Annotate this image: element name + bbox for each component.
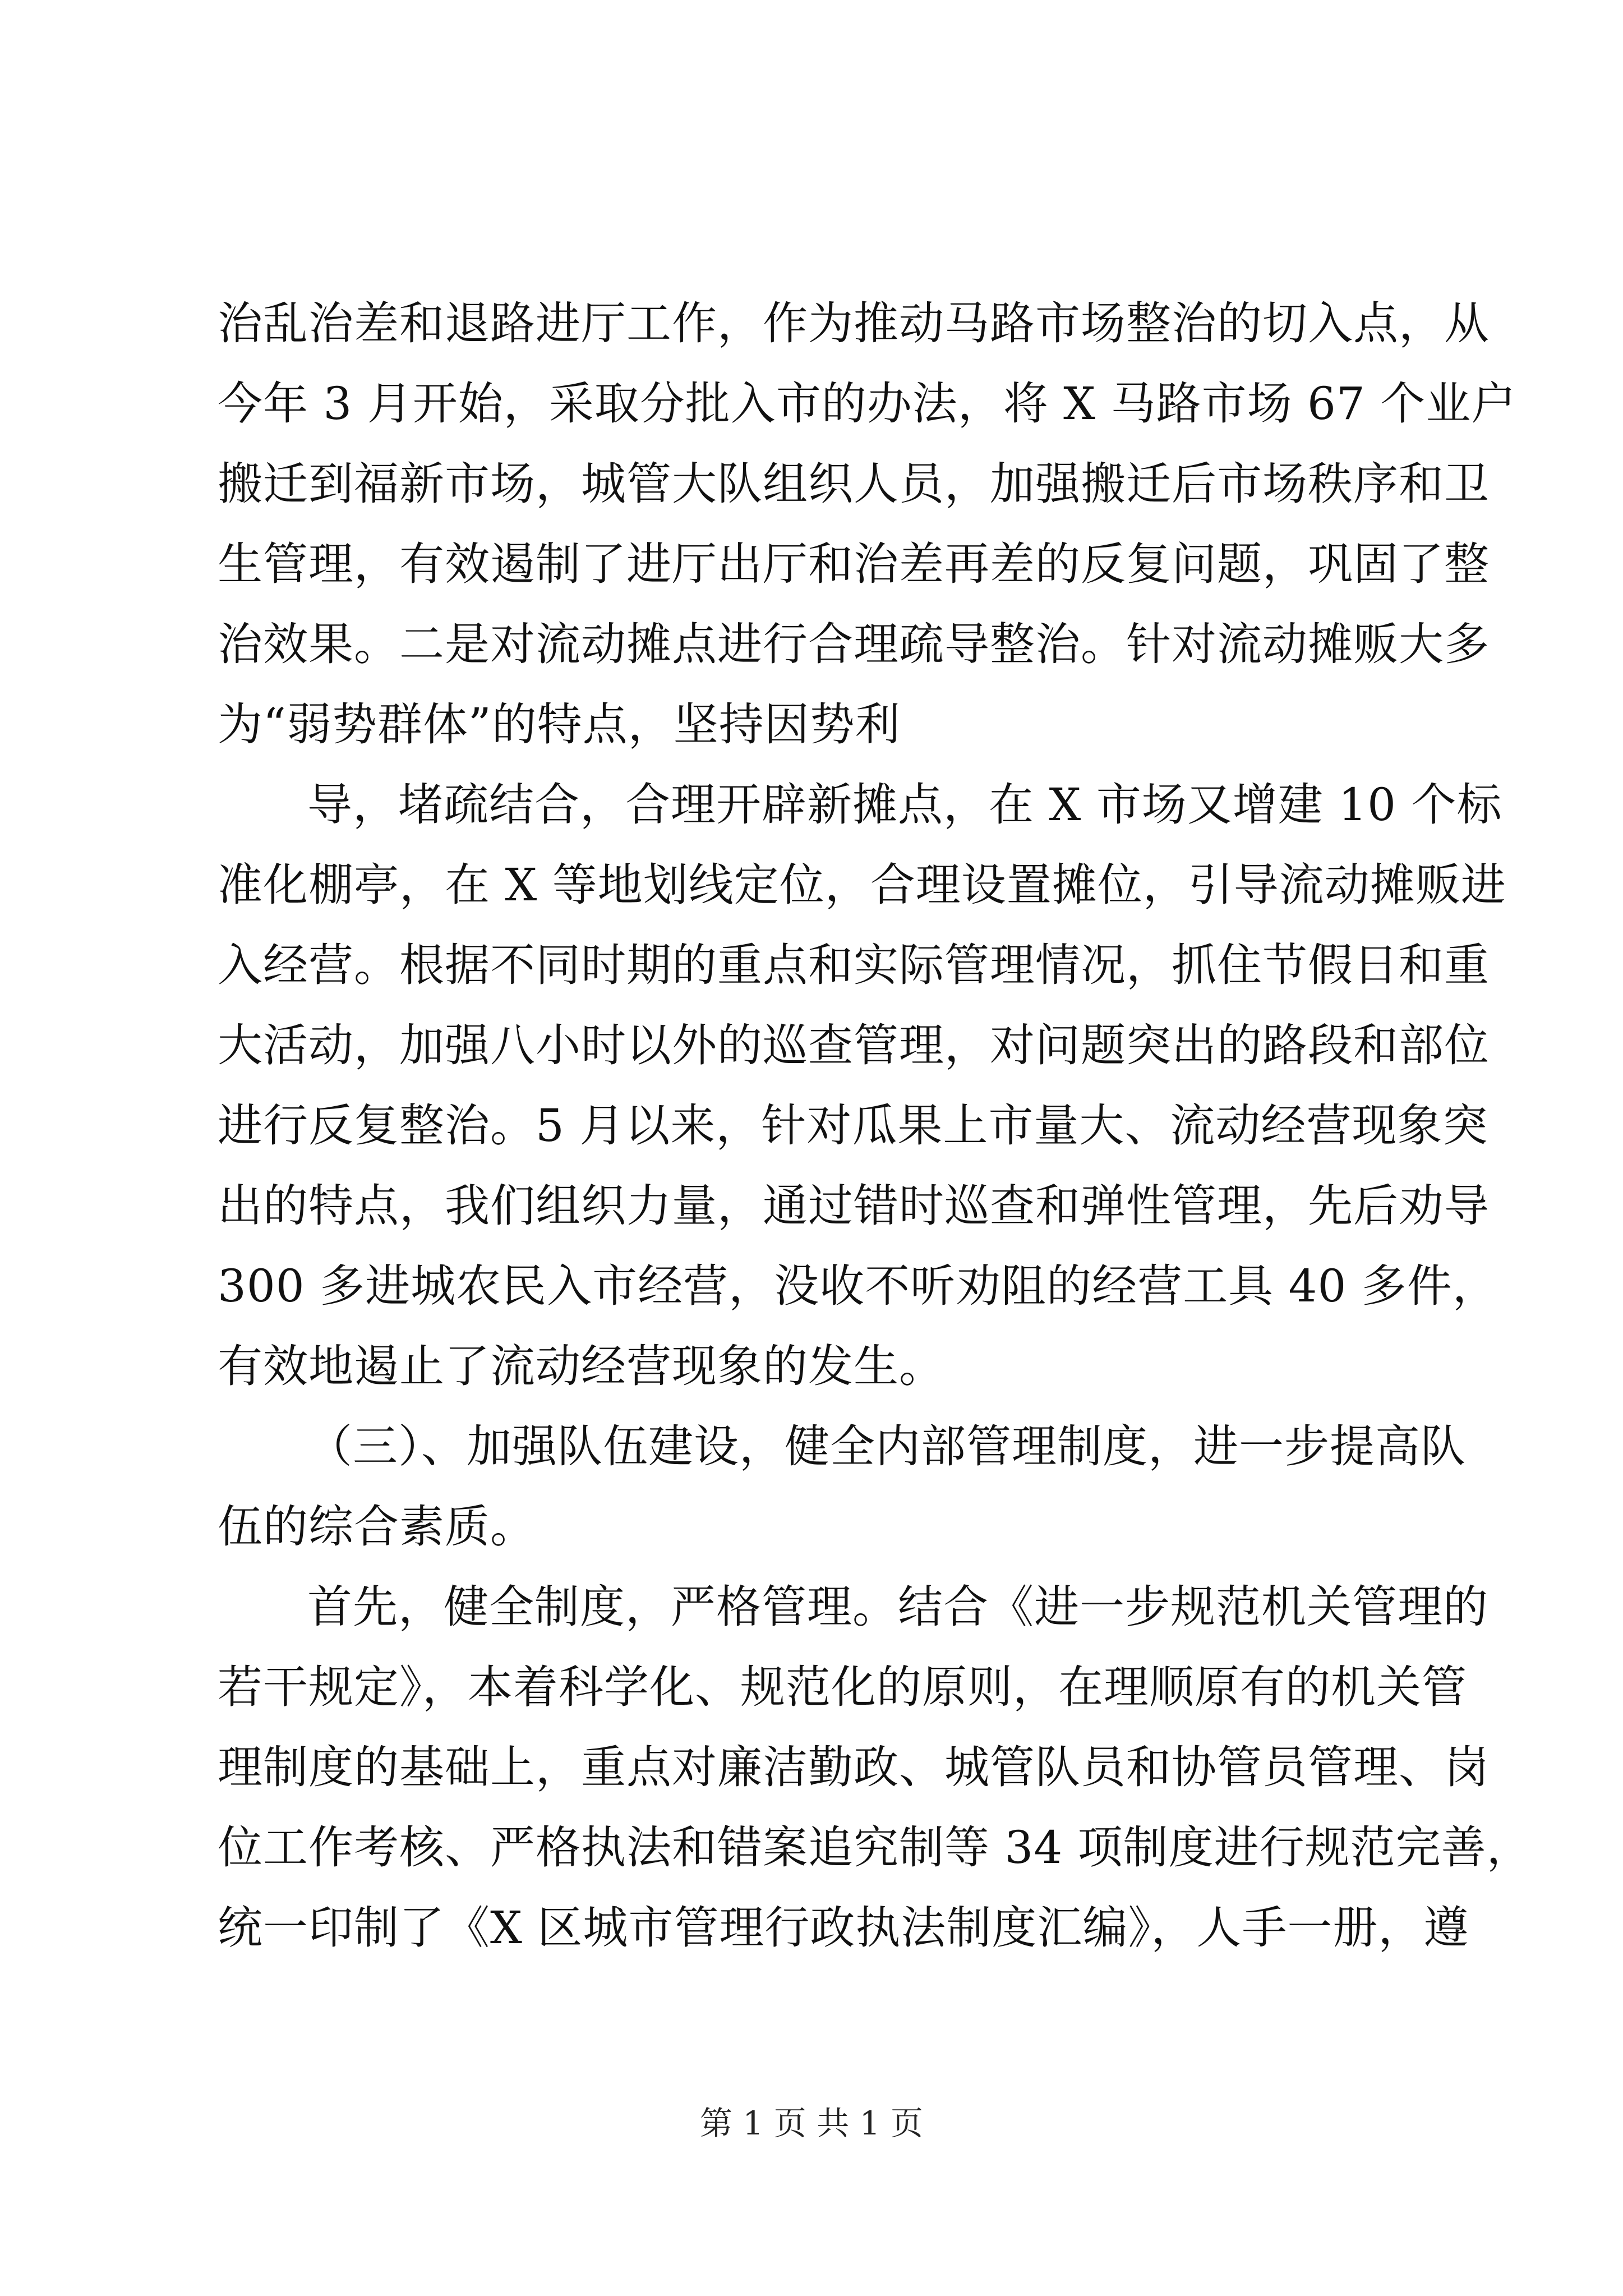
text-line: 首先，健全制度，严格管理。结合《进一步规范机关管理的 (307, 1581, 1488, 1633)
text-line: 入经营。根据不同时期的重点和实际管理情况，抓住节假日和重 (218, 939, 1490, 991)
text-line: （三）、加强队伍建设，健全内部管理制度，进一步提高队 (307, 1420, 1466, 1473)
text-line: 为“弱势群体”的特点，坚持因势利 (218, 698, 901, 751)
text-line: 位工作考核、严格执法和错案追究制等 34 项制度进行规范完善， (218, 1821, 1532, 1874)
text-line: 有效地遏止了流动经营现象的发生。 (218, 1340, 944, 1392)
page-number-footer: 第 1 页 共 1 页 (700, 2104, 923, 2142)
text-line: 若干规定》，本着科学化、规范化的原则，在理顺原有的机关管 (218, 1661, 1467, 1713)
text-line: 今年 3 月开始，采取分批入市的办法，将 X 马路市场 67 个业户 (218, 378, 1517, 430)
text-line: 300 多进城农民入市经营，没收不听劝阻的经营工具 40 多件， (218, 1260, 1498, 1312)
document-body (218, 283, 1532, 1968)
text-line: 治效果。二是对流动摊点进行合理疏导整治。针对流动摊贩大多 (218, 618, 1490, 670)
text-line: 治乱治差和退路进厅工作，作为推动马路市场整治的切入点，从 (218, 297, 1490, 349)
text-line: 生管理，有效遏制了进厅出厅和治差再差的反复问题，巩固了整 (218, 538, 1490, 590)
text-line: 准化棚亭，在 X 等地划线定位，合理设置摊位，引导流动摊贩进 (218, 859, 1506, 911)
text-line: 出的特点，我们组织力量，通过错时巡查和弹性管理，先后劝导 (218, 1180, 1490, 1232)
text-line: 统一印制了《X 区城市管理行政执法制度汇编》，人手一册，遵 (218, 1902, 1469, 1954)
text-line: 导，堵疏结合，合理开辟新摊点，在 X 市场又增建 10 个标 (307, 779, 1502, 831)
text-line: 大活动，加强八小时以外的巡查管理，对问题突出的路段和部位 (218, 1019, 1490, 1071)
text-line: 理制度的基础上，重点对廉洁勤政、城管队员和协管员管理、岗 (218, 1741, 1490, 1793)
text-line: 进行反复整治。5 月以来，针对瓜果上市量大、流动经营现象突 (218, 1099, 1488, 1152)
text-line: 搬迁到福新市场，城管大队组织人员，加强搬迁后市场秩序和卫 (218, 458, 1490, 510)
text-line: 伍的综合素质。 (218, 1501, 536, 1553)
